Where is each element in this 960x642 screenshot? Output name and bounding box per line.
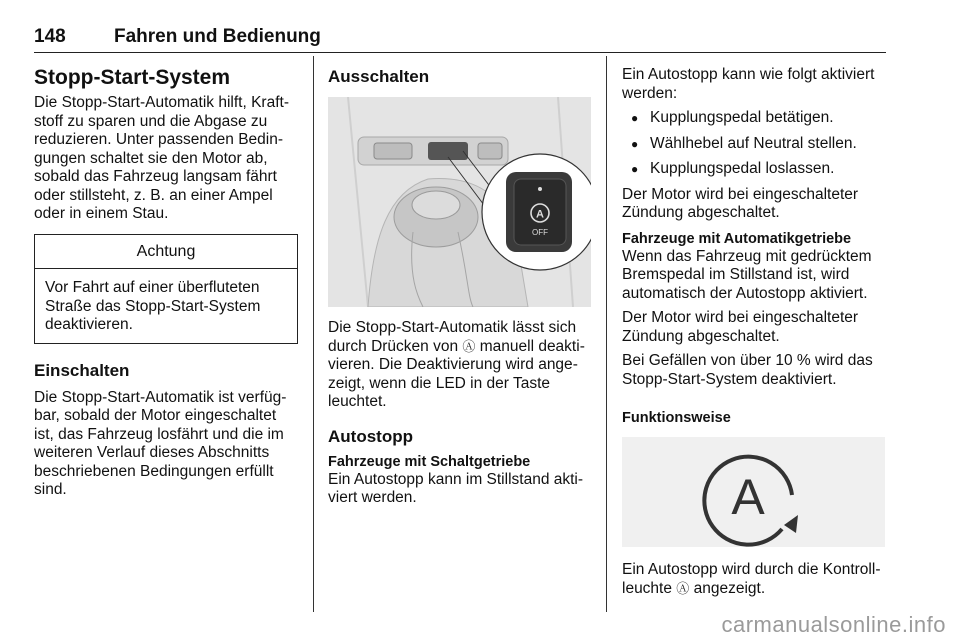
autostop-symbol-figure	[622, 437, 885, 547]
list-item: ● Kupplungspedal betätigen.	[622, 109, 886, 128]
chapter-title: Fahren und Bedienung	[114, 26, 321, 47]
autostop-icon: Ⓐ	[676, 580, 690, 596]
column-left	[34, 66, 298, 500]
autostopp-intro: Ein Autostopp kann wie folgt aktiviert werden:	[622, 66, 875, 102]
intro-paragraph: Die Stopp-Start-Automatik hilft, Kraftstoff zu sparen und die Abgase zu reduzieren. Unter passenden Bedingungen schaltet sie den Motor ab, sobald das Fahrzeug langsam fährt oder stillsteht, z. B. an einer Ampel oder in einem Stau.	[34, 94, 289, 222]
autostop-icon: Ⓐ	[462, 338, 476, 354]
page-number: 148	[34, 26, 66, 47]
manual-gearbox-paragraph: Ein Autostopp kann im Stillstand aktiviert werden.	[328, 470, 584, 506]
center-console-figure	[328, 97, 591, 307]
automatic-gearbox-paragraph: Wenn das Fahrzeug mit gedrücktem Bremspedal im Stillstand ist, wird automatisch der Autostopp aktiviert.	[622, 247, 872, 302]
column-right	[622, 66, 886, 598]
page-header	[34, 26, 886, 53]
engine-off-paragraph: Der Motor wird bei eingeschalteter Zündung abgeschaltet.	[622, 309, 859, 345]
column-divider	[313, 56, 314, 612]
warning-text: Vor Fahrt auf einer überfluteten Straße das Stopp-Start-System deaktivieren.	[45, 279, 261, 333]
function-title: Funktionsweise	[622, 410, 731, 426]
indicator-paragraph: Ein Autostopp wird durch die Kontrollleuchte Ⓐ angezeigt.	[622, 561, 881, 597]
list-item: ● Wählhebel auf Neutral stellen.	[622, 135, 886, 154]
subsection-title: Ausschalten	[328, 67, 430, 86]
svg-text:A: A	[536, 208, 544, 221]
off-label: OFF	[532, 228, 548, 237]
slope-paragraph: Bei Gefällen von über 10 % wird das Stopp-Start-System deaktiviert.	[622, 352, 873, 388]
automatic-gearbox-title: Fahrzeuge mit Automatikgetriebe	[622, 230, 852, 247]
column-middle	[328, 66, 592, 508]
engine-off-paragraph: Der Motor wird bei eingeschalteter Zündung abgeschaltet.	[622, 185, 859, 221]
einschalten-paragraph: Die Stopp-Start-Automatik ist verfügbar, sobald der Motor eingeschaltet ist, das Fahrzeug losfährt und die im weiteren Verlauf dieses Abschnitts beschriebenen Bedingungen erfüllt sind.	[34, 388, 287, 498]
ausschalten-paragraph: Die Stopp-Start-Automatik lässt sich durch Drücken von Ⓐ manuell deaktivieren. Die Deaktivierung wird angezeigt, wenn die LED in der Taste leuchtet.	[328, 319, 585, 410]
warning-title: Achtung	[35, 235, 297, 270]
watermark: carmanualsonline.info	[721, 612, 946, 637]
step-list	[622, 109, 886, 179]
autostop-symbol: A	[731, 469, 765, 525]
list-item: ● Kupplungspedal loslassen.	[622, 160, 886, 179]
subsection-title: Einschalten	[34, 360, 130, 380]
warning-box	[34, 234, 298, 344]
section-title: Stopp-Start-System	[34, 66, 231, 89]
manual-gearbox-title: Fahrzeuge mit Schaltgetriebe	[328, 453, 531, 470]
subsection-title: Autostopp	[328, 426, 413, 446]
column-divider	[606, 56, 607, 612]
